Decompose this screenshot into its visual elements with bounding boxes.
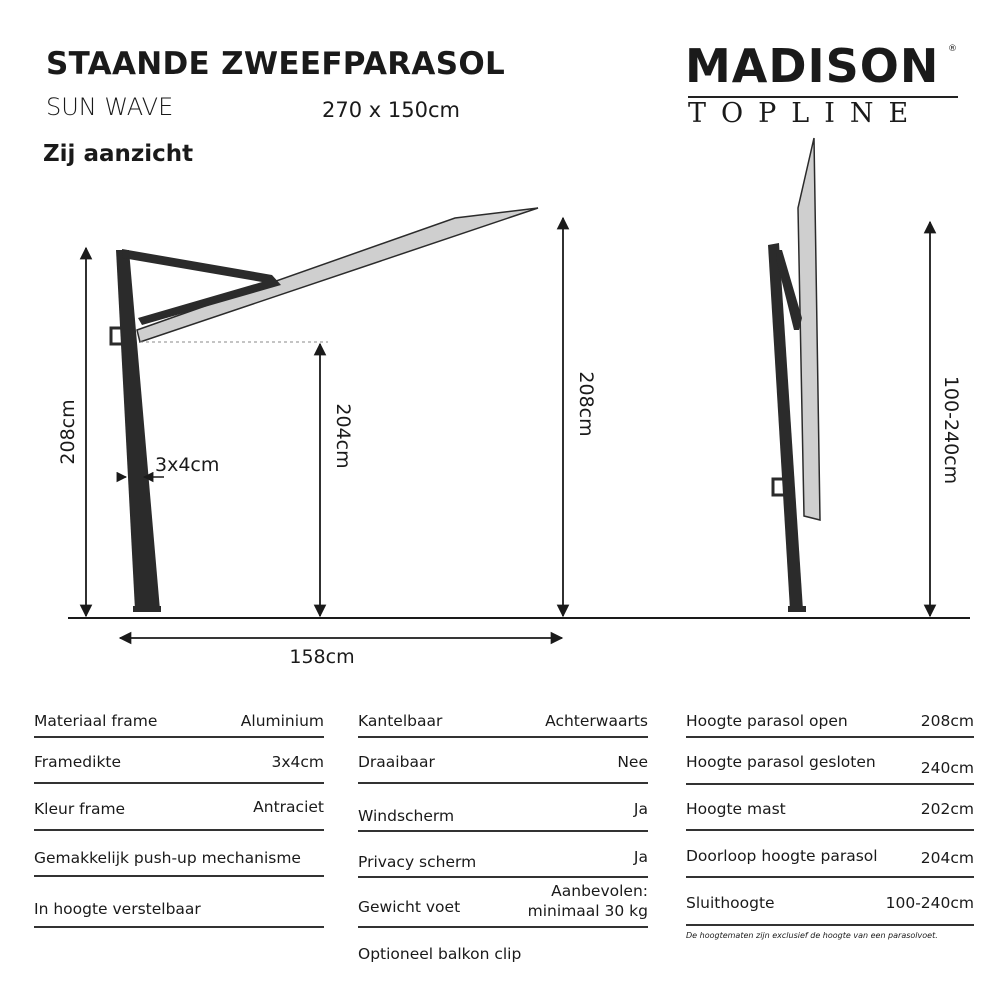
spec-divider <box>34 875 324 877</box>
spec-label: Gewicht voet <box>358 898 461 916</box>
spec-label: Kantelbaar <box>358 712 443 730</box>
canopy-tilted <box>798 138 820 520</box>
spec-label: Windscherm <box>358 807 455 825</box>
footnote: De hoogtematen zijn exclusief de hoogte van een parasolvoet. <box>686 931 938 940</box>
spec-label: Hoogte parasol gesloten <box>686 753 876 771</box>
spec-divider <box>34 829 324 831</box>
mast-right <box>768 243 803 610</box>
registered-mark: ® <box>948 44 957 54</box>
page-title: STAANDE ZWEEFPARASOL <box>46 46 506 82</box>
product-name: SUN WAVE <box>46 93 174 121</box>
spec-row <box>358 848 648 878</box>
spec-label: In hoogte verstelbaar <box>34 900 201 918</box>
spec-label: Hoogte mast <box>686 800 786 818</box>
dim-frame-label: 3x4cm <box>155 454 220 476</box>
spec-row <box>358 753 648 783</box>
spec-divider <box>686 736 974 738</box>
spec-label: Privacy scherm <box>358 853 477 871</box>
spec-row <box>686 800 974 830</box>
spec-row <box>358 712 648 742</box>
spec-value-line1: Aanbevolen: <box>551 882 648 900</box>
spec-row <box>34 753 324 783</box>
spec-value: Antraciet <box>253 798 324 816</box>
spec-label: Hoogte parasol open <box>686 712 848 730</box>
spec-divider <box>34 736 324 738</box>
spec-value: Achterwaarts <box>545 712 648 730</box>
spec-row <box>34 712 324 742</box>
spec-row <box>686 847 974 877</box>
spec-divider <box>358 926 648 928</box>
spec-divider <box>34 926 324 928</box>
canopy-open <box>137 208 538 342</box>
brand-subline: TOPLINE <box>688 98 924 129</box>
spec-value: 3x4cm <box>271 753 324 771</box>
spec-value: Ja <box>633 848 648 866</box>
mast-base <box>133 606 161 612</box>
product-size: 270 x 150cm <box>322 98 460 122</box>
spec-label: Sluithoogte <box>686 894 775 912</box>
dim-left-height-label: 208cm <box>57 399 79 465</box>
brand-name: MADISON <box>685 39 940 93</box>
spec-label: Gemakkelijk push-up mechanisme <box>34 849 301 867</box>
spec-value: 202cm <box>920 800 974 818</box>
spec-value: Aluminium <box>240 712 324 730</box>
spec-label: Materiaal frame <box>34 712 158 730</box>
dim-right-height-label: 208cm <box>575 371 597 437</box>
spec-label: Draaibaar <box>358 753 435 771</box>
mast <box>116 250 160 610</box>
spec-value: 240cm <box>920 759 974 777</box>
spec-divider <box>34 782 324 784</box>
mast-base-right <box>788 606 806 612</box>
spec-row <box>686 894 974 924</box>
spec-row <box>358 800 648 830</box>
spec-divider <box>358 736 648 738</box>
view-label: Zij aanzicht <box>43 141 194 167</box>
spec-value: 204cm <box>920 849 974 867</box>
dim-closed-label: 100-240cm <box>940 375 962 485</box>
spec-value-line2: minimaal 30 kg <box>527 902 648 920</box>
spec-label: Doorloop hoogte parasol <box>686 847 878 865</box>
spec-row <box>686 753 974 783</box>
spec-row <box>686 712 974 742</box>
spec-divider <box>358 876 648 878</box>
spec-divider <box>686 876 974 878</box>
spec-divider <box>358 782 648 784</box>
spec-row <box>358 945 648 975</box>
dim-clearance-label: 204cm <box>332 403 354 469</box>
spec-label: Optioneel balkon clip <box>358 945 522 963</box>
spec-divider <box>686 783 974 785</box>
spec-row <box>358 882 648 926</box>
spec-value: 208cm <box>920 712 974 730</box>
spec-value: Nee <box>617 753 648 771</box>
spec-label: Framedikte <box>34 753 122 771</box>
spec-value: 100-240cm <box>885 894 974 912</box>
spec-label: Kleur frame <box>34 800 126 818</box>
spec-divider <box>686 924 974 926</box>
spec-divider <box>358 830 648 832</box>
dim-width-label: 158cm <box>289 646 355 668</box>
spec-divider <box>686 829 974 831</box>
spec-row <box>34 800 324 830</box>
spec-value: Ja <box>633 800 648 818</box>
